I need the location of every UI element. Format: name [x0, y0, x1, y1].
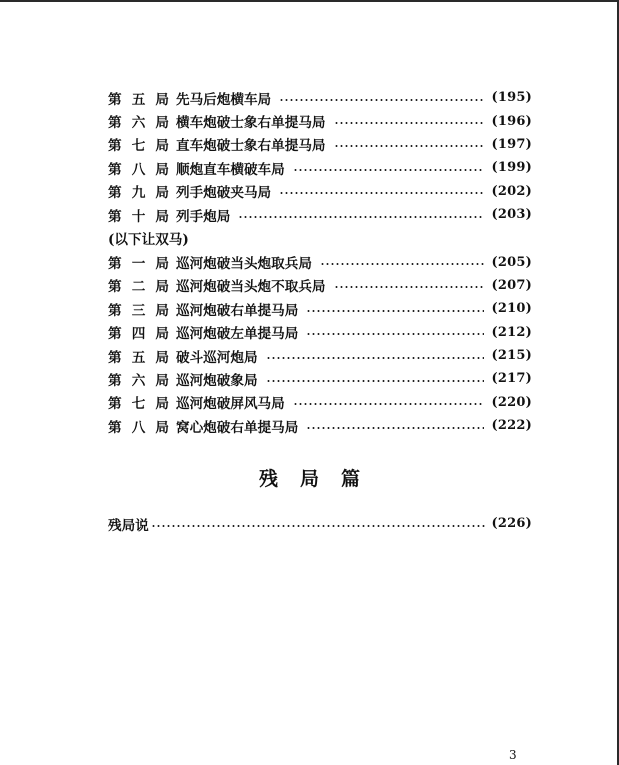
toc-entry-page: (202) — [491, 183, 532, 199]
toc-entry-number: 第 八 局 — [108, 161, 170, 178]
leader-dots — [306, 310, 483, 312]
toc-entry-title: 顺炮直车横破车局 — [176, 161, 285, 178]
toc-entry-number: 第 五 局 — [108, 91, 170, 108]
toc-entry-title: 先马后炮横车局 — [176, 91, 272, 108]
page-number: 3 — [509, 748, 517, 762]
toc-appendix — [108, 512, 532, 535]
toc-entry-number: 第 六 局 — [108, 372, 170, 389]
leader-dots — [279, 99, 483, 101]
toc-entry-page: (197) — [491, 136, 532, 152]
toc-entry-number: 第 八 局 — [108, 419, 170, 436]
toc-entry[interactable] — [108, 321, 532, 344]
toc-entry[interactable] — [108, 250, 532, 273]
toc-entry[interactable] — [108, 391, 532, 414]
toc-entry[interactable] — [108, 367, 532, 390]
toc-entry-title: 列手炮破夹马局 — [176, 185, 272, 202]
toc-entry-number: 第 九 局 — [108, 185, 170, 202]
leader-dots — [334, 145, 484, 147]
toc-entry-number: 第 五 局 — [108, 349, 170, 366]
toc-entry-title: 巡河炮破右单提马局 — [176, 302, 299, 319]
toc-entry[interactable] — [108, 133, 532, 156]
leader-dots — [293, 169, 484, 171]
toc-entry-title: 巡河炮破象局 — [176, 372, 258, 389]
toc-entry-page: (215) — [491, 348, 532, 364]
leader-dots — [334, 286, 484, 288]
toc-entry-page: (212) — [491, 324, 532, 340]
section-heading: 残局篇 — [258, 468, 382, 490]
toc-entry[interactable] — [108, 414, 532, 437]
toc-entry[interactable] — [108, 297, 532, 320]
leader-dots — [266, 357, 484, 359]
toc-entry-page: (222) — [491, 418, 532, 434]
toc-entry-number: 第 十 局 — [108, 208, 170, 225]
toc-entry-page: (226) — [491, 516, 532, 532]
toc-group-a — [108, 86, 532, 226]
scan-edge-top — [0, 0, 619, 2]
toc-entry-number: 第 一 局 — [108, 256, 170, 273]
leader-dots — [266, 380, 484, 382]
toc-entry-title: 直车炮破士象右单提马局 — [176, 138, 326, 155]
leader-dots — [293, 403, 484, 405]
toc-entry-page: (199) — [491, 160, 532, 176]
leader-dots — [306, 333, 483, 335]
toc-entry-title: 横车炮破士象右单提马局 — [176, 115, 326, 132]
toc-entry-title: 巡河炮破屏风马局 — [176, 396, 285, 413]
toc-entry[interactable] — [108, 344, 532, 367]
toc-entry[interactable] — [108, 512, 532, 535]
toc-entry[interactable] — [108, 274, 532, 297]
table-of-contents — [108, 86, 532, 437]
toc-entry-page: (196) — [491, 113, 532, 129]
toc-entry-title: 破斗巡河炮局 — [176, 349, 258, 366]
toc-entry-number: 第 六 局 — [108, 115, 170, 132]
toc-entry-number: 第 四 局 — [108, 326, 170, 343]
toc-entry[interactable] — [108, 180, 532, 203]
toc-entry-title: 窝心炮破右单提马局 — [176, 419, 299, 436]
leader-dots — [238, 216, 483, 218]
toc-note: (以下让双马) — [108, 232, 189, 249]
toc-entry-page: (220) — [491, 394, 532, 410]
toc-group-b — [108, 250, 532, 437]
toc-entry-page: (195) — [491, 90, 532, 106]
toc-entry-number: 第 二 局 — [108, 279, 170, 296]
toc-entry-title: 残局说 — [108, 517, 149, 534]
toc-entry[interactable] — [108, 156, 532, 179]
toc-entry-page: (205) — [491, 254, 532, 270]
toc-entry-title: 列手炮局 — [176, 208, 231, 225]
toc-entry-page: (210) — [491, 301, 532, 317]
leader-dots — [279, 192, 483, 194]
toc-entry-page: (217) — [491, 371, 532, 387]
toc-entry[interactable] — [108, 86, 532, 109]
toc-entry-title: 巡河炮破当头炮取兵局 — [176, 256, 312, 273]
toc-entry[interactable] — [108, 109, 532, 132]
toc-entry-page: (203) — [491, 207, 532, 223]
toc-entry-title: 巡河炮破左单提马局 — [176, 326, 299, 343]
toc-entry-number: 第 三 局 — [108, 302, 170, 319]
leader-dots — [320, 263, 484, 265]
toc-entry-number: 第 七 局 — [108, 396, 170, 413]
leader-dots — [151, 525, 486, 527]
toc-entry-page: (207) — [491, 277, 532, 293]
toc-entry[interactable] — [108, 203, 532, 226]
toc-entry-number: 第 七 局 — [108, 138, 170, 155]
leader-dots — [306, 427, 483, 429]
toc-entry-title: 巡河炮破当头炮不取兵局 — [176, 279, 326, 296]
leader-dots — [334, 122, 484, 124]
